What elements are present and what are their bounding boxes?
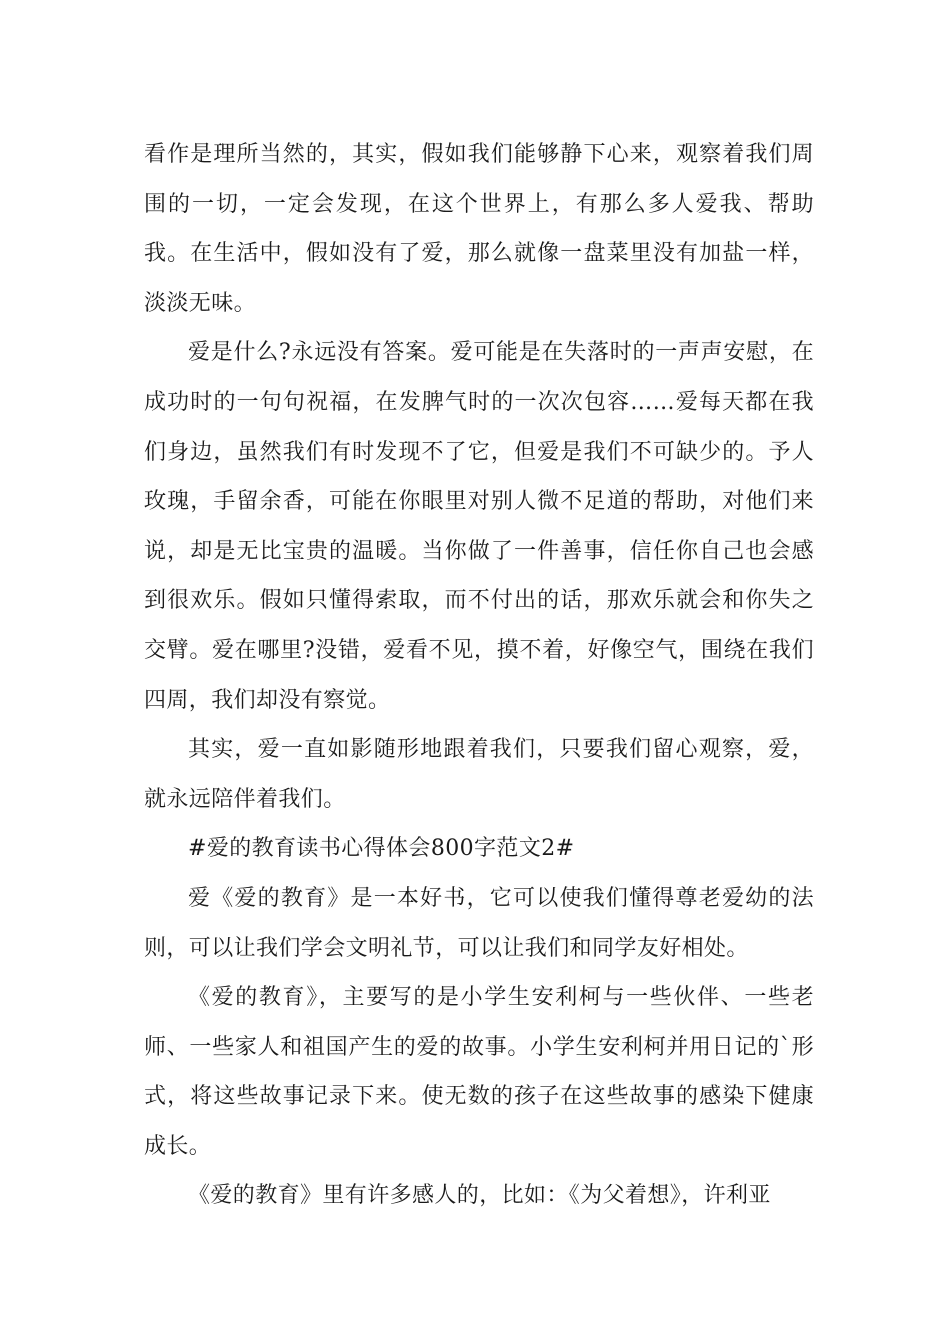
section-heading: #爱的教育读书心得体会800字范文2# — [188, 836, 575, 862]
document-body — [144, 130, 814, 1221]
paragraph: 爱《爱的教育》是一本好书，它可以使我们懂得尊老爱幼的法则，可以让我们学会文明礼节，可以让我们和同学友好相处。 — [144, 885, 814, 961]
paragraph: 爱是什么?永远没有答案。爱可能是在失落时的一声声安慰，在成功时的一句句祝福，在发脾气时的一次次包容……爱每天都在我们身边，虽然我们有时发现不了它，但爱是我们不可缺少的。予人玫瑰，手留余香，可能在你眼里对别人微不足道的帮助，对他们来说，却是无比宝贵的温暖。当你做了一件善事，信任你自己也会感到很欢乐。假如只懂得索取，而不付出的话，那欢乐就会和你失之交臂。爱在哪里?没错，爱看不见，摸不着，好像空气，围绕在我们四周，我们却没有察觉。 — [144, 340, 814, 713]
paragraph: 其实，爱一直如影随形地跟着我们，只要我们留心观察，爱，就永远陪伴着我们。 — [144, 737, 814, 812]
paragraph: 《爱的教育》，主要写的是小学生安利柯与一些伙伴、一些老师、一些家人和祖国产生的爱的故事。小学生安利柯并用日记的`形式，将这些故事记录下来。使无数的孩子在这些故事的感染下健康成长。 — [144, 985, 814, 1159]
paragraph: 看作是理所当然的，其实，假如我们能够静下心来，观察着我们周围的一切，一定会发现，在这个世界上，有那么多人爱我、帮助我。在生活中，假如没有了爱，那么就像一盘菜里没有加盐一样，淡淡无味。 — [144, 142, 814, 316]
paragraph: 《爱的教育》里有许多感人的，比如：《为父着想》，许利亚 — [188, 1183, 771, 1209]
